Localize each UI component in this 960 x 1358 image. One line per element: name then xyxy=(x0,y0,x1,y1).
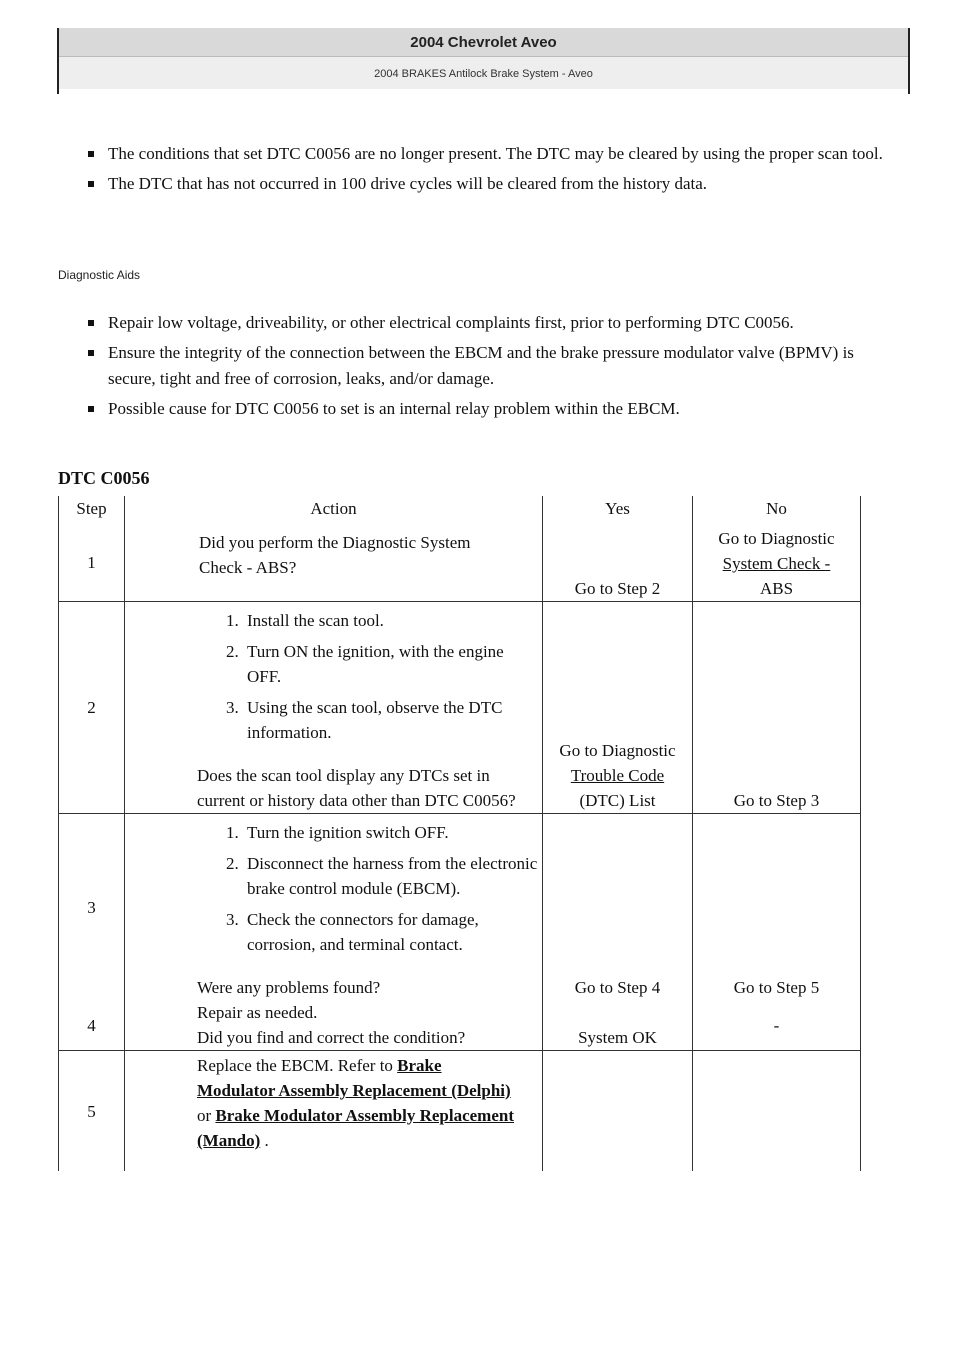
list-item: 3. Using the scan tool, observe the DTC information. xyxy=(243,695,538,745)
column-header-yes: Yes xyxy=(543,496,693,524)
dtc-table xyxy=(58,496,861,1171)
action-text: . xyxy=(264,1131,269,1150)
substep-list xyxy=(197,608,538,745)
action-text: or xyxy=(197,1106,212,1125)
table-row xyxy=(59,602,861,814)
brake-modulator-mando-link[interactable]: Brake Modulator Assembly Replacement (Mando) xyxy=(197,1106,515,1150)
action-question: Did you find and correct the condition? xyxy=(197,1028,466,1047)
step-number: 4 xyxy=(59,1000,125,1051)
no-text: Go to Diagnostic xyxy=(718,529,835,548)
no-cell: Go to Step 5 xyxy=(693,814,861,1001)
diagnostic-aids-list xyxy=(84,310,904,426)
list-item: Ensure the integrity of the connection between the EBCM and the brake pressure modulator valve (BPMV) is secure, tight and free of corrosion, leaks, and/or damage. xyxy=(84,340,904,392)
diagnostic-aids-heading: Diagnostic Aids xyxy=(58,268,141,282)
document-header xyxy=(57,28,910,94)
table-row xyxy=(59,1051,861,1172)
list-item: 1. Install the scan tool. xyxy=(243,608,538,633)
table-row xyxy=(59,1000,861,1051)
column-header-action: Action xyxy=(125,496,543,524)
step-number: 2 xyxy=(59,602,125,814)
table-row xyxy=(59,814,861,1001)
no-cell xyxy=(693,1051,861,1172)
document-title: 2004 Chevrolet Aveo xyxy=(59,28,908,57)
step-number: 1 xyxy=(59,524,125,602)
table-header-row xyxy=(59,496,861,524)
list-item: The conditions that set DTC C0056 are no longer present. The DTC may be cleared by using the proper scan tool. xyxy=(84,141,904,167)
column-header-no: No xyxy=(693,496,861,524)
list-item: 1. Turn the ignition switch OFF. xyxy=(243,820,538,845)
no-cell: - xyxy=(693,1000,861,1051)
action-text: Repair as needed. xyxy=(197,1003,318,1022)
no-cell xyxy=(693,524,861,602)
list-item: The DTC that has not occurred in 100 drive cycles will be cleared from the history data. xyxy=(84,171,904,197)
list-item: 3. Check the connectors for damage, corrosion, and terminal contact. xyxy=(243,907,538,957)
substep-list xyxy=(197,820,538,957)
no-text: ABS xyxy=(759,579,794,598)
yes-text: (DTC) List xyxy=(579,791,656,810)
yes-text: Go to Diagnostic xyxy=(559,741,676,760)
action-question: Were any problems found? xyxy=(197,978,381,997)
yes-cell: Go to Step 4 xyxy=(543,814,693,1001)
yes-cell xyxy=(543,1051,693,1172)
step-number: 5 xyxy=(59,1051,125,1172)
brake-modulator-delphi-link[interactable]: Brake Modulator Assembly Replacement (Delphi) xyxy=(197,1056,511,1100)
column-header-step: Step xyxy=(59,496,125,524)
yes-cell: System OK xyxy=(543,1000,693,1051)
yes-cell: Go to Step 2 xyxy=(543,524,693,602)
document-subtitle: 2004 BRAKES Antilock Brake System - Aveo xyxy=(59,57,908,89)
no-cell: Go to Step 3 xyxy=(693,602,861,814)
table-title: DTC C0056 xyxy=(58,468,150,488)
system-check-abs-link[interactable]: System Check - xyxy=(722,554,831,573)
action-question: Does the scan tool display any DTCs set in current or history data other than DTC C0056? xyxy=(197,766,516,810)
yes-cell xyxy=(543,602,693,814)
top-bullet-list xyxy=(84,141,904,201)
list-item: Possible cause for DTC C0056 to set is an internal relay problem within the EBCM. xyxy=(84,396,904,422)
step-number: 3 xyxy=(59,814,125,1001)
action-text: Replace the EBCM. Refer to xyxy=(197,1056,393,1075)
list-item: Repair low voltage, driveability, or other electrical complaints first, prior to performing DTC C0056. xyxy=(84,310,904,336)
list-item: 2. Disconnect the harness from the electronic brake control module (EBCM). xyxy=(243,851,538,901)
action-cell xyxy=(125,814,543,1001)
action-cell xyxy=(125,1051,543,1172)
trouble-code-list-link[interactable]: Trouble Code xyxy=(570,766,665,785)
action-cell xyxy=(125,1000,543,1051)
action-cell xyxy=(125,602,543,814)
action-cell: Did you perform the Diagnostic System Check - ABS? xyxy=(125,524,543,602)
list-item: 2. Turn ON the ignition, with the engine OFF. xyxy=(243,639,538,689)
table-row xyxy=(59,524,861,602)
